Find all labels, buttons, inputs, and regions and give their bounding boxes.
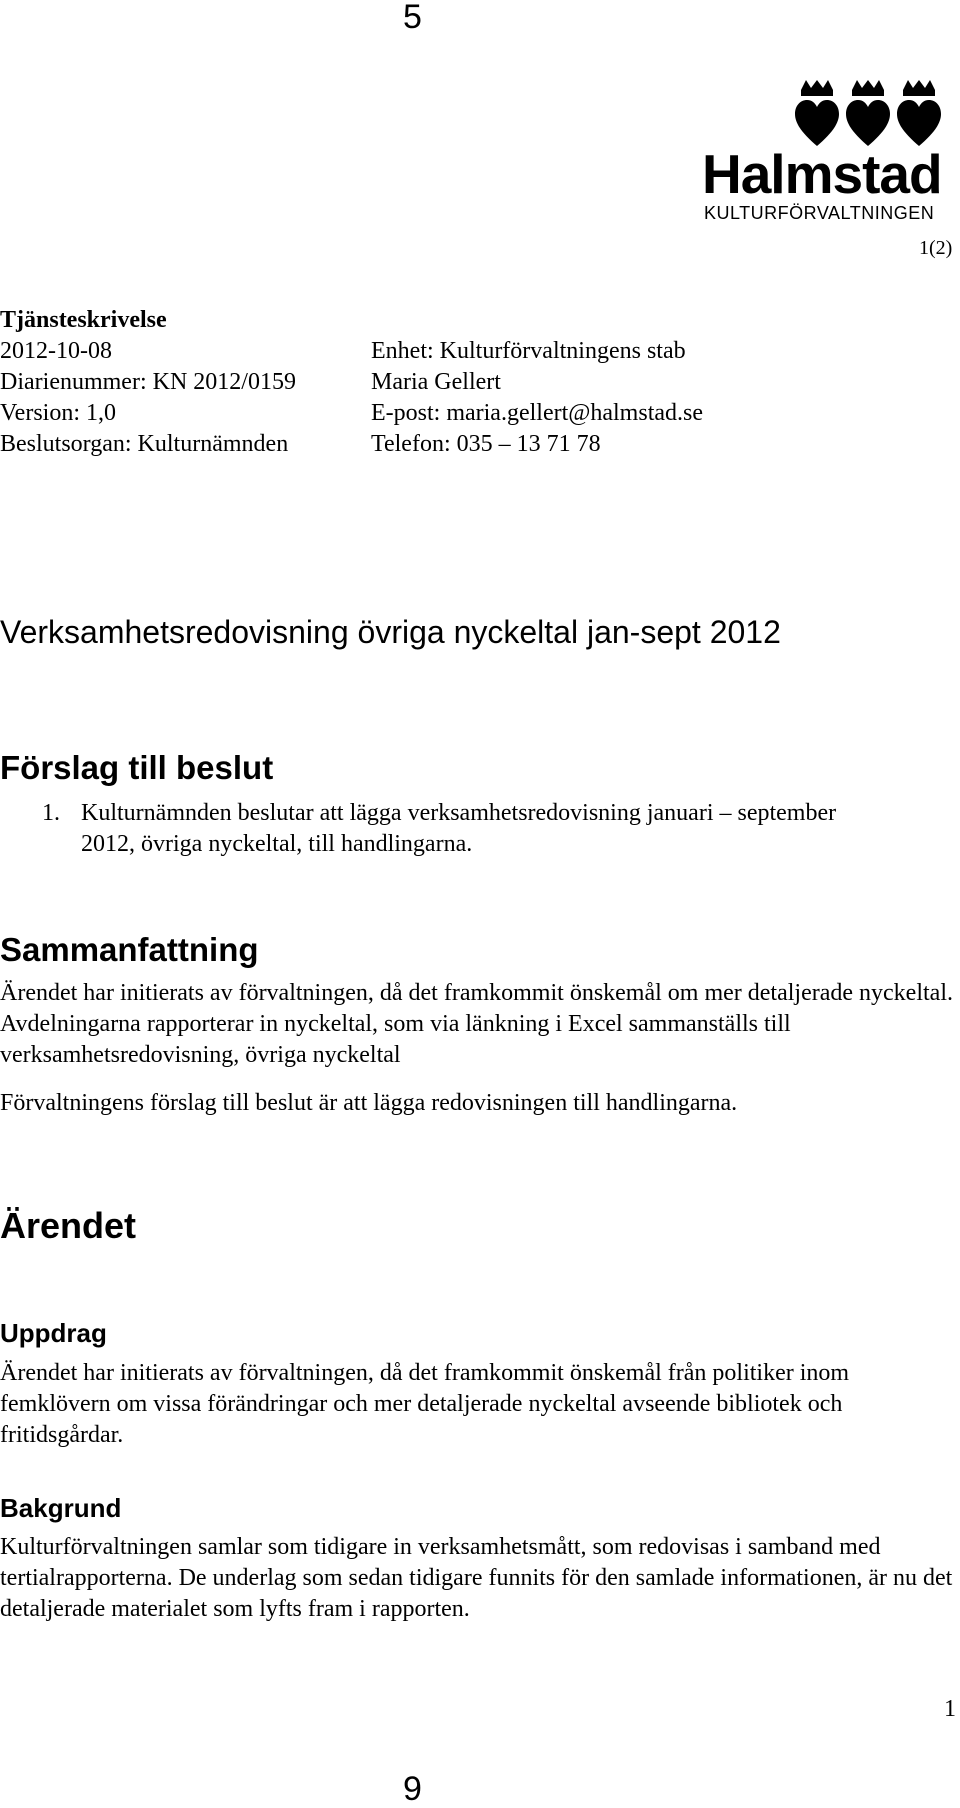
beslutsorgan: Beslutsorgan: Kulturnämnden xyxy=(0,431,289,457)
heart-icon xyxy=(897,100,941,146)
document-title: Verksamhetsredovisning övriga nyckeltal jan-sept 2012 xyxy=(0,614,781,650)
forslag-item-line1: Kulturnämnden beslutar att lägga verksamhetsredovisning januari – september xyxy=(81,800,837,826)
sammanfattning-proposal: Förvaltningens förslag till beslut är att lägga redovisningen till handlingarna. xyxy=(0,1090,738,1116)
heart-icon xyxy=(846,100,890,146)
sammanfattning-paragraph: Ärendet har initierats av förvaltningen, då det framkommit önskemål om mer detaljerade nyckeltal. Avdelningarna rapporterar in nyckeltal, som via länkning i Excel sammanställs till verksamhetsredovisning, övriga nyckeltal xyxy=(0,980,953,1068)
forslag-item-number: 1. xyxy=(42,800,60,826)
page-number-top: 5 xyxy=(403,0,422,36)
doc-type: Tjänsteskrivelse xyxy=(0,307,167,333)
halmstad-logo xyxy=(700,78,960,228)
crowns-hearts-icon xyxy=(700,78,960,148)
crown-icon xyxy=(903,80,935,96)
epost: E-post: maria.gellert@halmstad.se xyxy=(371,400,704,426)
logo-subtitle: KULTURFÖRVALTNINGEN xyxy=(704,203,935,223)
bakgrund-paragraph: Kulturförvaltningen samlar som tidigare in verksamhetsmått, som redovisas i samband med tertialrapporterna. De underlag som sedan tidigare funnits för den samlade informationen, är nu det detaljerade materialet som lyfts fram i rapporten. xyxy=(0,1534,953,1622)
arendet-heading: Ärendet xyxy=(0,1205,137,1246)
uppdrag-paragraph: Ärendet har initierats av förvaltningen, då det framkommit önskemål från politiker inom femklövern om vissa förändringar och mer detaljerade nyckeltal avseende bibliotek och fritidsgårdar. xyxy=(0,1360,850,1448)
page-footer-number: 1 xyxy=(944,1696,956,1722)
heart-icon xyxy=(795,100,839,146)
bakgrund-heading: Bakgrund xyxy=(0,1493,122,1523)
pagination: 1(2) xyxy=(919,237,953,259)
handlaggare: Maria Gellert xyxy=(371,369,501,395)
sammanfattning-heading: Sammanfattning xyxy=(0,931,259,968)
logo-name: Halmstad xyxy=(702,143,942,205)
page-number-bottom: 9 xyxy=(403,1770,422,1808)
enhet: Enhet: Kulturförvaltningens stab xyxy=(371,338,686,364)
forslag-heading: Förslag till beslut xyxy=(0,749,274,786)
crown-icon xyxy=(801,80,833,96)
doc-date: 2012-10-08 xyxy=(0,338,112,364)
crown-icon xyxy=(852,80,884,96)
uppdrag-heading: Uppdrag xyxy=(0,1318,107,1348)
telefon: Telefon: 035 – 13 71 78 xyxy=(371,431,601,457)
forslag-item-line2: 2012, övriga nyckeltal, till handlingarna. xyxy=(81,831,473,857)
version: Version: 1,0 xyxy=(0,400,116,426)
diarienummer: Diarienummer: KN 2012/0159 xyxy=(0,369,296,395)
